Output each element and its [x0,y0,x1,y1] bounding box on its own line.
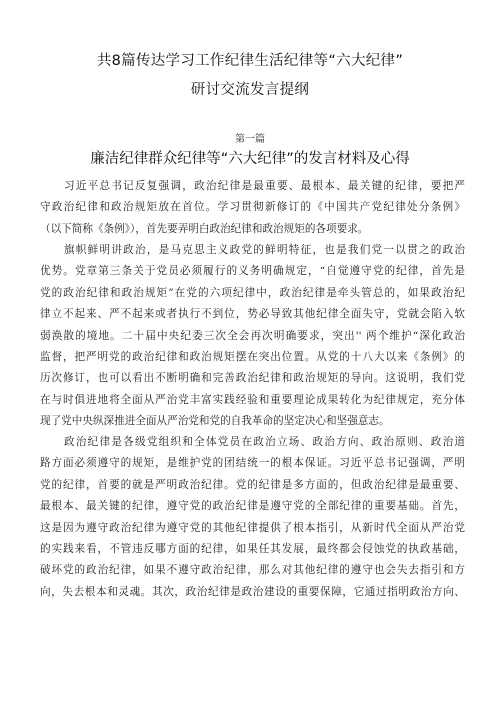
paragraph-line: 最根本、最关键的纪律，遵守党的政治纪律是遵守党的全部纪律的重要基础。首先， [40,500,465,513]
paragraph-line: 习近平总书记反复强调，政治纪律是最重要、最根本、最关键的纪律，要把严 [64,180,465,192]
paragraph-line: 党的政治纪律和政治规矩”在党的六项纪律中，政治纪律是牵头管总的，如果政治纪 [40,286,465,299]
paragraph-line: 政治纪律是各级党组织和全体党员在政治立场、政治方向、政治原则、政治道 [64,436,465,448]
paragraph-line: 守政治纪律和政治规矩放在首位。学习贯彻新修订的《中国共产党纪律处分条例》 [40,201,465,214]
document-title-line-2: 研讨交流发言提纲 [190,82,310,98]
paragraph-line: 党的纪律，首要的就是严明政治纪律。党的纪律是多方面的，但政治纪律是最重要、 [40,478,465,491]
paragraph-line: 监督，把严明党的政治纪律和政治规矩摆在突出位置。从党的十八大以来《条例》的 [40,350,465,363]
paragraph-line: 现了党中央纵深推进全面从严治党和党的自我革命的坚定决心和坚强意志。 [40,415,390,428]
paragraph-line: 破坏党的政治纪律，如果不遵守政治纪律，那么对其他纪律的遵守也会失去指引和方 [40,564,465,577]
document-title-line-1: 共8篇传达学习工作纪律生活纪律等“六大纪律” [96,53,404,69]
paragraph-line: （以下简称《条例》），首先要弄明白政治纪律和政治规矩的各项要求。 [40,222,369,235]
paragraph-line: 这是因为遵守政治纪律为遵守党的其他纪律提供了根本指引，从新时代全面从严治党 [40,521,465,534]
section-title: 廉洁纪律群众纪律等“六大纪律”的发言材料及心得 [90,151,410,167]
paragraph-2 [40,240,465,433]
paragraph-line: 在与时俱进地将全面从严治党丰富实践经验和重要理论成果转化为纪律规定，充分体 [40,393,465,406]
paragraph-line: 优势。党章第三条关于党员必须履行的义务明确规定，“自觉遵守党的纪律，首先是 [40,265,465,278]
paragraph-3 [40,432,465,603]
paragraph-line: 历次修订，也可以看出不断明确和完善政治纪律和政治规矩的导向。这说明，我们党 [40,372,465,385]
paragraph-line: 旗帜鲜明讲政治，是马克思主义政党的鲜明特征，也是我们党一以贯之的政治 [64,244,465,256]
paragraph-line: 弱涣散的境地。二十届中央纪委三次全会再次明确要求，突出'' 两个维护“深化政治 [40,329,465,342]
paragraph-line: 的实践来看，不管违反哪方面的纪律，如果任其发展，最终都会侵蚀党的执政基础， [40,542,465,555]
section-label: 第一篇 [235,134,265,145]
paragraph-line: 路方面必须遵守的规矩，是维护党的团结统一的根本保证。习近平总书记强调，严明 [40,457,465,470]
paragraph-line: 律立不起来、严不起来或者执行不到位，势必导致其他纪律全面失守，党就会陷入软 [40,308,465,321]
paragraph-1 [40,176,465,240]
paragraph-line: 向，失去根本和灵魂。其次，政治纪律是政治建设的重要保障，它通过指明政治方向、 [40,585,465,598]
